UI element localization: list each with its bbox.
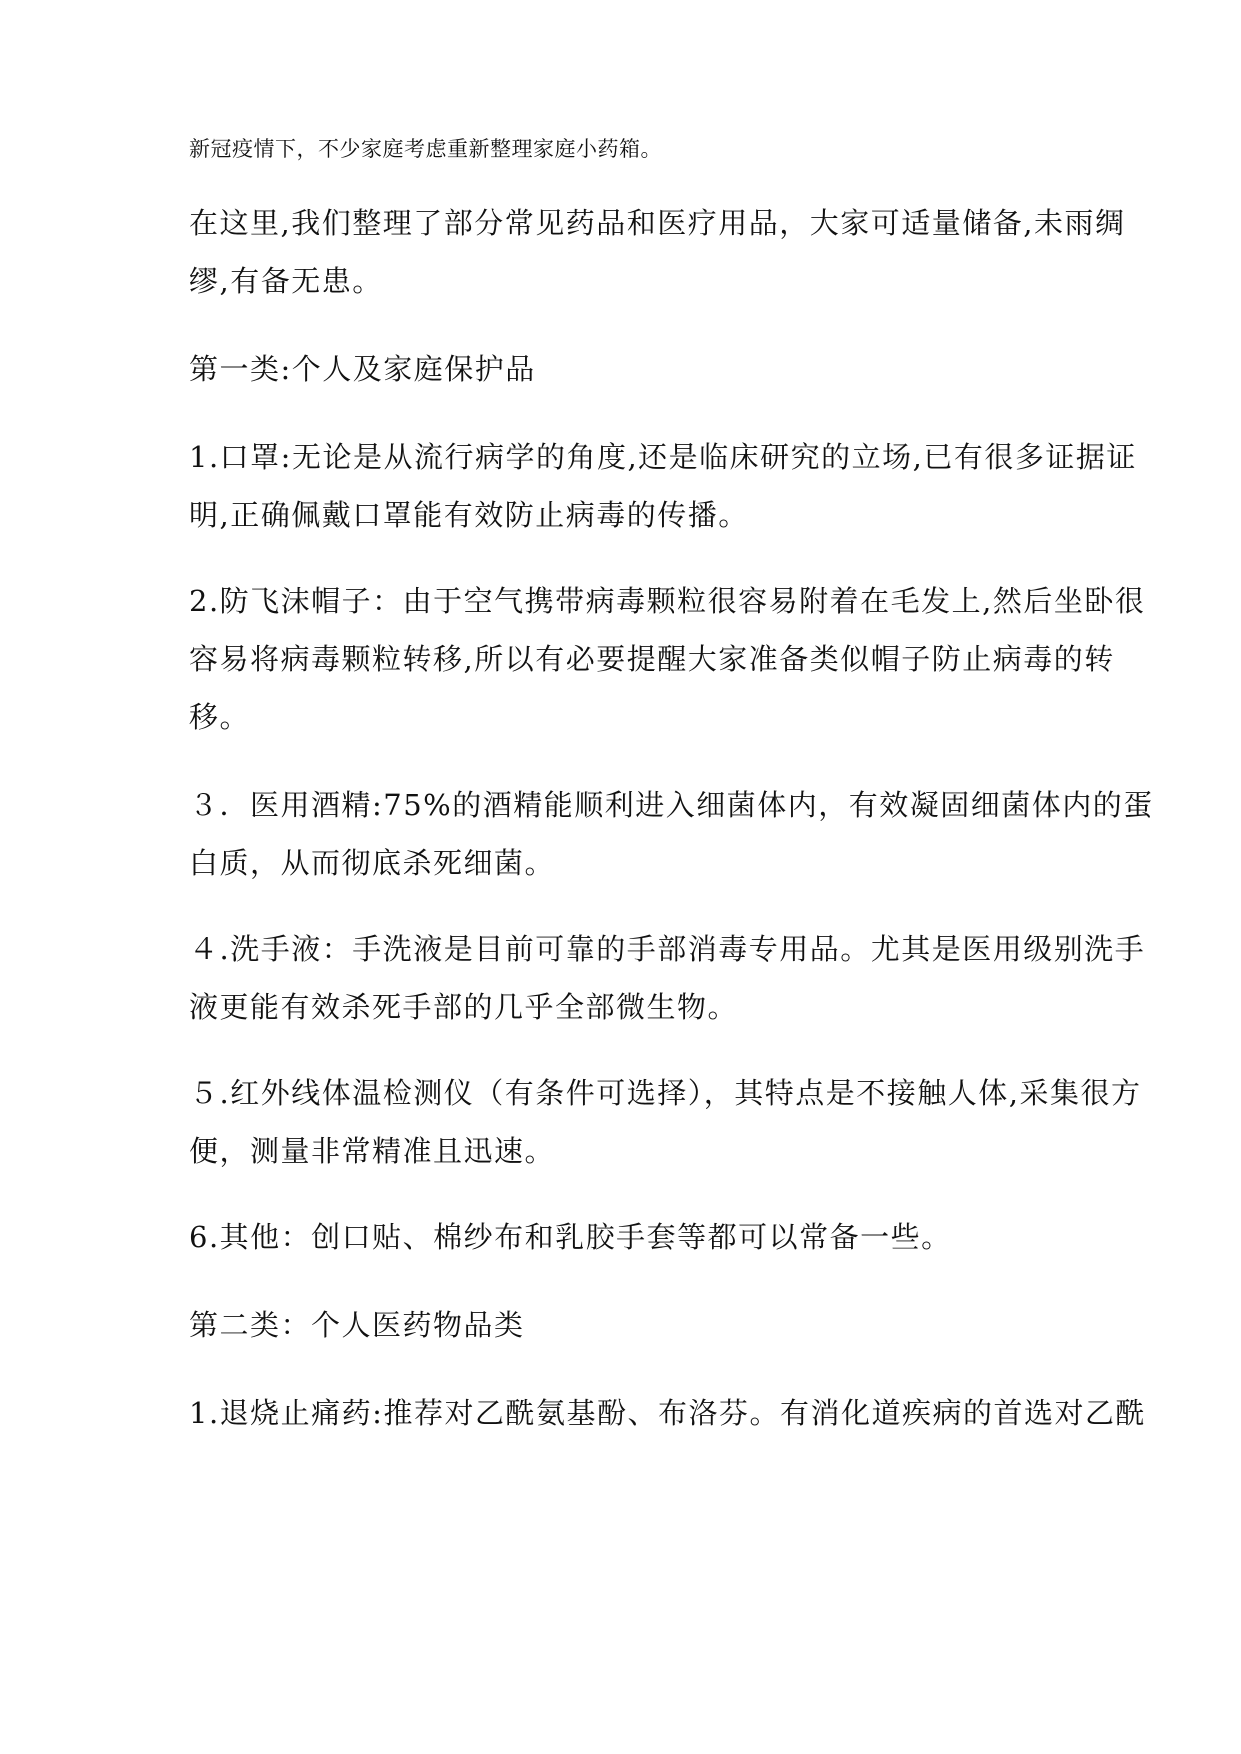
list-item-thermometer bbox=[189, 1064, 1142, 1180]
list-item-mask bbox=[189, 428, 1137, 544]
text-line: 缪,有备无患。 bbox=[189, 264, 383, 298]
list-item-hand-sanitizer bbox=[189, 920, 1146, 1036]
text-line: 1.退烧止痛药:推荐对乙酰氨基酚、布洛芬。有消化道疾病的首选对乙酰 bbox=[189, 1396, 1146, 1430]
text-line: 白质，从而彻底杀死细菌。 bbox=[189, 846, 556, 880]
text-line: 6.其他：创口贴、棉纱布和乳胶手套等都可以常备一些。 bbox=[189, 1220, 952, 1254]
list-item-others bbox=[189, 1208, 1089, 1266]
text-line: 明,正确佩戴口罩能有效防止病毒的传播。 bbox=[189, 498, 749, 532]
text-line: ３．医用酒精:75%的酒精能顺利进入细菌体内，有效凝固细菌体内的蛋 bbox=[189, 788, 1154, 822]
list-item-alcohol bbox=[189, 776, 1154, 892]
text-line: 新冠疫情下，不少家庭考虑重新整理家庭小药箱。 bbox=[189, 137, 662, 161]
text-line: 1.口罩:无论是从流行病学的角度,还是临床研究的立场,已有很多证据证 bbox=[189, 440, 1137, 474]
text-line: ５.红外线体温检测仪（有条件可选择），其特点是不接触人体,采集很方 bbox=[189, 1076, 1142, 1110]
text-line: ４.洗手液：手洗液是目前可靠的手部消毒专用品。尤其是医用级别洗手 bbox=[189, 932, 1146, 966]
text-line: 液更能有效杀死手部的几乎全部微生物。 bbox=[189, 990, 739, 1024]
text-line: 移。 bbox=[189, 700, 251, 734]
heading-text: 第二类：个人医药物品类 bbox=[189, 1308, 525, 1342]
intro-note bbox=[189, 134, 1089, 164]
section-heading-2 bbox=[189, 1296, 1089, 1354]
section-heading-1 bbox=[189, 340, 1089, 398]
text-line: 便，测量非常精准且迅速。 bbox=[189, 1134, 556, 1168]
intro-paragraph bbox=[189, 194, 1126, 310]
text-line: 容易将病毒颗粒转移,所以有必要提醒大家准备类似帽子防止病毒的转 bbox=[189, 642, 1115, 676]
heading-text: 第一类:个人及家庭保护品 bbox=[189, 352, 536, 386]
list-item-antipyretic bbox=[189, 1384, 1146, 1442]
text-line: 2.防飞沫帽子：由于空气携带病毒颗粒很容易附着在毛发上,然后坐卧很 bbox=[189, 584, 1146, 618]
list-item-hat bbox=[189, 572, 1146, 746]
text-line: 在这里,我们整理了部分常见药品和医疗用品，大家可适量储备,未雨绸 bbox=[189, 206, 1126, 240]
